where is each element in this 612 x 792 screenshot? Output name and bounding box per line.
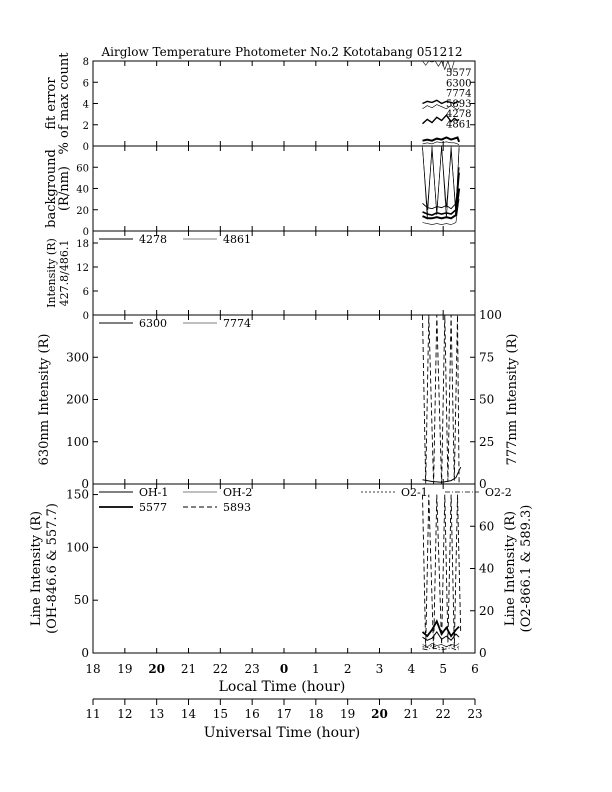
y2-tick-label: 100 <box>479 308 502 322</box>
local-tick-label: 0 <box>279 662 289 676</box>
legend-label-O2-1: O2-1 <box>401 486 428 499</box>
y-axis-label: % of max count <box>57 52 72 155</box>
y-tick-label: 12 <box>76 263 89 274</box>
chart-title: Airglow Temperature Photometer No.2 Kototabang 051212 <box>101 45 463 59</box>
series-O2-2 <box>423 648 460 650</box>
y2-axis-label: (O2-866.1 & 589.3) <box>519 504 534 633</box>
legend-label-7774: 7774 <box>223 317 251 330</box>
legend-label-6300: 6300 <box>139 317 167 330</box>
legend-label-4861: 4861 <box>223 233 251 246</box>
ut-tick-label: 13 <box>149 707 165 721</box>
y-tick-label: 4 <box>82 99 89 111</box>
series-group <box>423 495 461 650</box>
y-tick-label: 20 <box>76 205 89 217</box>
ut-tick-label: 16 <box>244 707 260 721</box>
local-tick-label: 3 <box>375 662 384 676</box>
y2-axis-label: 777nm Intensity (R) <box>505 333 520 466</box>
local-tick-label: 4 <box>407 662 416 676</box>
y-tick-label: 150 <box>66 487 89 502</box>
y-tick-label: 8 <box>82 57 89 68</box>
y2-tick-label: 20 <box>479 603 495 618</box>
ut-tick-label: 21 <box>403 707 419 721</box>
y-tick-label: 0 <box>82 227 89 238</box>
universal-time-label: Universal Time (hour) <box>203 725 361 741</box>
ut-tick-label: 22 <box>435 707 451 721</box>
series-group <box>423 146 460 225</box>
y2-axis-label: Line Intensity (R) <box>503 510 518 627</box>
series-label-5577: 5577 <box>446 68 472 79</box>
ut-tick-label: 19 <box>340 707 356 721</box>
local-tick-label: 5 <box>439 662 447 676</box>
legend-label-OH-2: OH-2 <box>223 486 253 499</box>
local-time-label: Local Time (hour) <box>218 679 346 695</box>
series-group <box>423 314 461 484</box>
y2-tick-label: 25 <box>479 434 495 449</box>
legend-label-5577: 5577 <box>139 501 167 514</box>
y-tick-label: 6 <box>82 78 89 90</box>
y-tick-label: 100 <box>66 434 89 449</box>
series-4278 <box>423 138 460 142</box>
y2-tick-label: 75 <box>479 350 495 365</box>
series-7774-dashed <box>423 315 460 484</box>
y-tick-label: 0 <box>81 477 89 491</box>
series-label-4861: 4861 <box>446 119 472 131</box>
local-tick-label: 21 <box>180 662 197 676</box>
y-tick-label: 50 <box>73 593 89 608</box>
local-tick-label: 22 <box>212 662 228 676</box>
series-6300 <box>423 147 460 212</box>
panel-blue-intensity <box>45 231 475 322</box>
y-axis-label: fit error <box>44 77 59 130</box>
y2-tick-label: 0 <box>479 646 487 660</box>
y-tick-label: 0 <box>81 646 89 660</box>
series-4861 <box>423 142 460 145</box>
y-axis-label: (R/nm) <box>57 165 72 212</box>
y-tick-label: 300 <box>66 350 89 365</box>
local-tick-label: 1 <box>312 662 320 676</box>
y-axis-label: (OH-846.6 & 557.7) <box>45 503 60 634</box>
panels <box>29 52 534 660</box>
y-tick-label: 18 <box>76 239 89 250</box>
series-OH-2 <box>423 644 460 647</box>
y-tick-label: 0 <box>82 311 89 322</box>
ut-tick-label: 14 <box>180 707 197 721</box>
series-5893 <box>423 495 461 650</box>
ut-tick-label: 18 <box>308 707 324 721</box>
legend-label-OH-1: OH-1 <box>139 486 169 499</box>
y-tick-label: 2 <box>82 120 89 132</box>
series-label-6300: 6300 <box>446 78 472 90</box>
ut-tick-label: 11 <box>85 707 101 721</box>
y2-tick-label: 0 <box>479 477 487 491</box>
y-axis-label: 427.8/486.1 <box>58 239 71 307</box>
local-tick-label: 19 <box>117 662 133 676</box>
legend-label-O2-2: O2-2 <box>485 486 512 499</box>
ut-tick-label: 20 <box>371 707 388 721</box>
ut-tick-label: 12 <box>117 707 133 721</box>
legend-label-4278: 4278 <box>139 233 167 246</box>
panel-frame <box>93 61 475 146</box>
panel-frame <box>93 315 475 484</box>
local-tick-label: 6 <box>471 662 479 676</box>
panel-frame <box>93 146 475 231</box>
y-axis-label: background <box>44 149 59 228</box>
y-tick-label: 40 <box>76 184 89 196</box>
y-axis-label: Intensity (R) <box>45 238 58 308</box>
y-tick-label: 100 <box>66 540 89 555</box>
y-axis-label: Line Intensity (R) <box>29 510 44 627</box>
local-tick-label: 23 <box>244 662 260 676</box>
legend-label-5893: 5893 <box>223 501 251 514</box>
series-label-5893: 5893 <box>446 98 472 110</box>
panel-line-intensity <box>29 484 534 660</box>
ut-tick-label: 23 <box>467 707 483 721</box>
local-tick-label: 18 <box>85 662 101 676</box>
y2-tick-label: 60 <box>479 519 495 534</box>
ut-tick-label: 15 <box>212 707 228 721</box>
panel-red-intensity <box>37 308 520 491</box>
panel-fit-error <box>44 52 475 155</box>
y2-tick-label: 40 <box>479 561 495 576</box>
local-tick-label: 20 <box>148 662 166 676</box>
y-tick-label: 0 <box>82 142 89 153</box>
panel-background <box>44 146 475 238</box>
y-tick-label: 6 <box>82 287 89 298</box>
y2-tick-label: 50 <box>479 392 495 407</box>
series-label-7774: 7774 <box>446 88 472 100</box>
y-tick-label: 60 <box>76 163 89 175</box>
series-label-4278: 4278 <box>446 109 472 121</box>
y-tick-label: 200 <box>66 392 89 407</box>
ut-tick-label: 17 <box>276 707 292 721</box>
y-axis-label: 630nm Intensity (R) <box>37 333 52 466</box>
local-tick-label: 2 <box>343 662 352 676</box>
